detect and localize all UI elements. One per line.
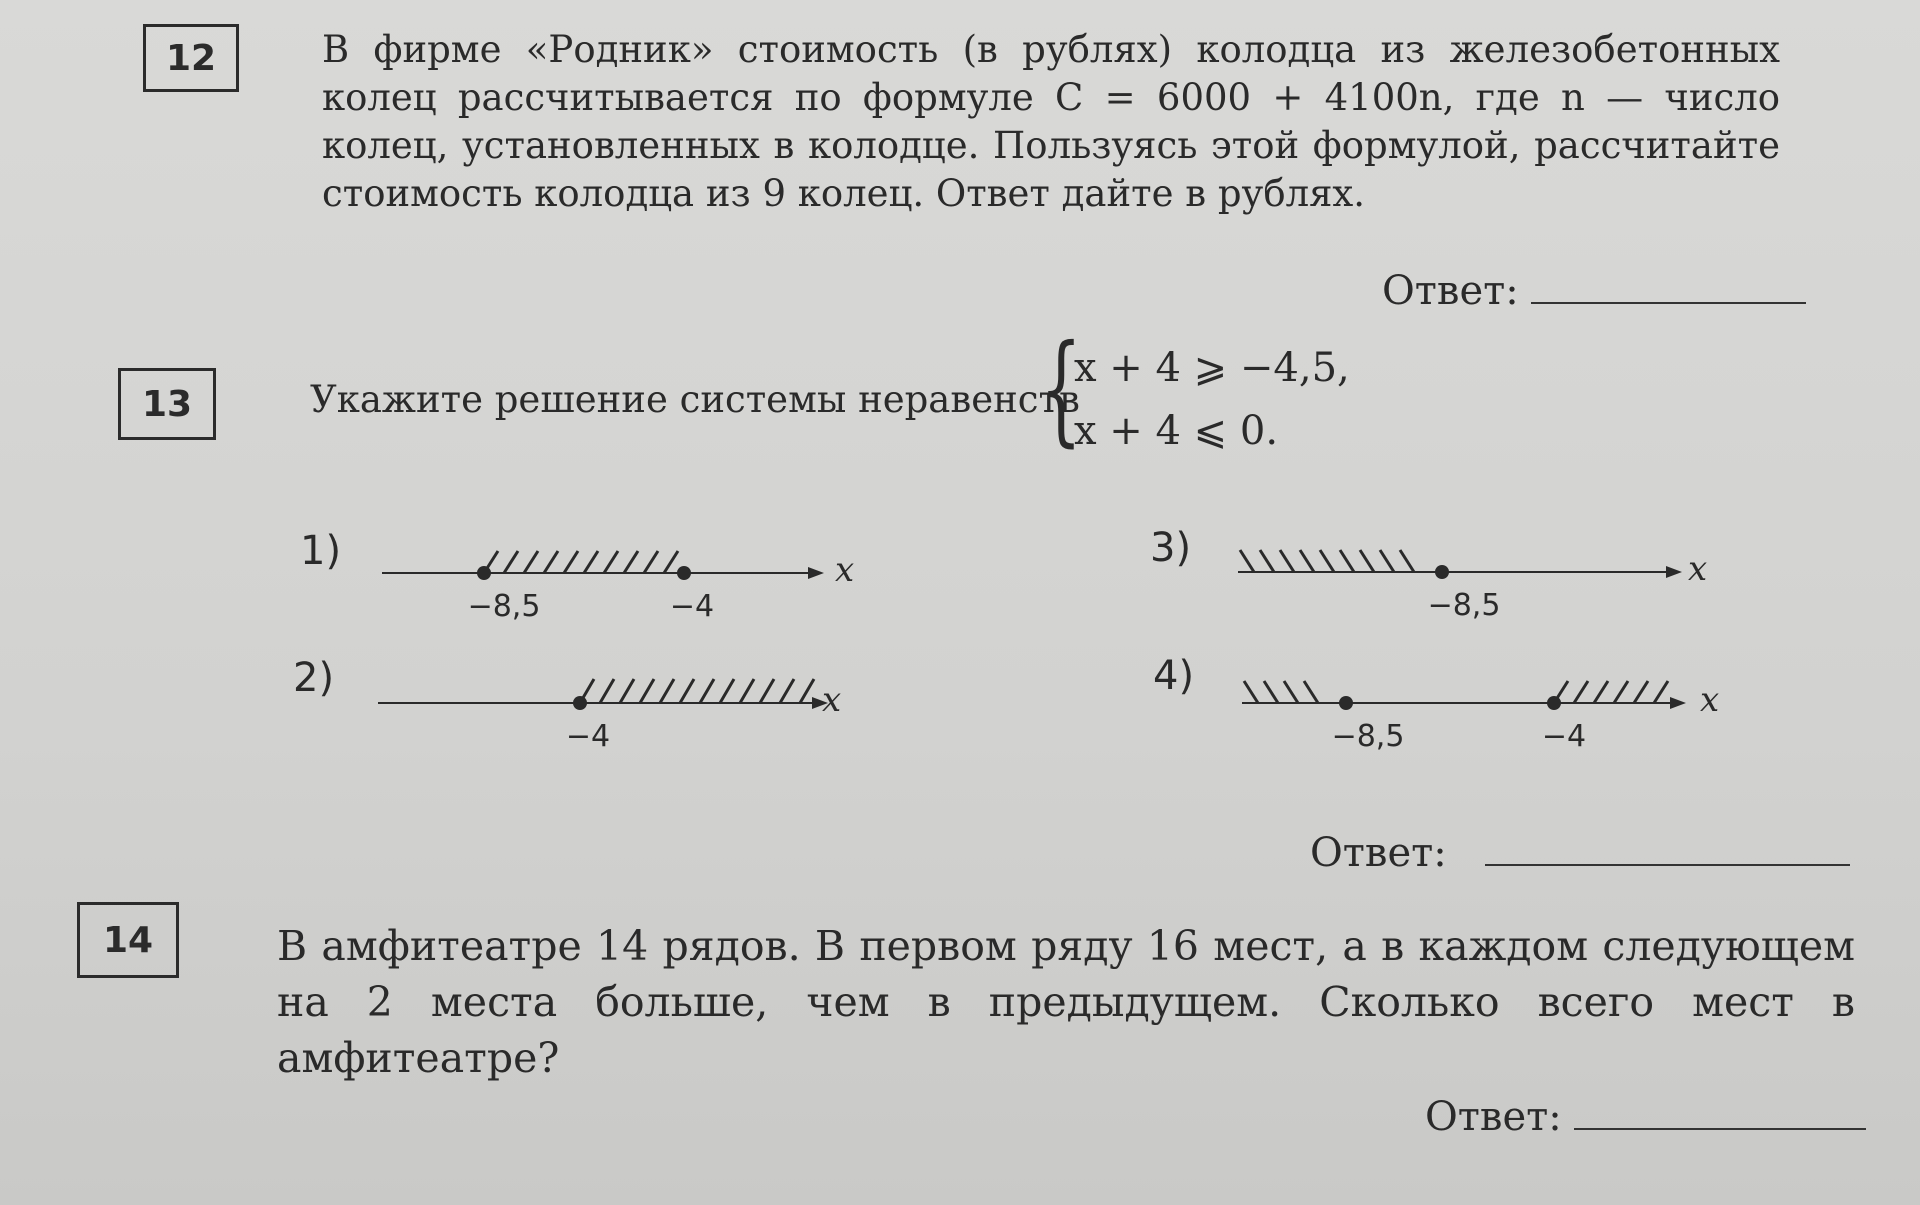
question-12-answer [1382, 268, 1806, 314]
point-minus-8-5 [1435, 565, 1449, 579]
axis-variable: x [1688, 549, 1708, 589]
option-4-number-line[interactable] [1240, 655, 1720, 755]
question-14-number: 14 [102, 919, 154, 961]
hatching-left [1244, 681, 1318, 703]
tick-label-minus-4: −4 [565, 719, 611, 754]
axis-variable: x [822, 680, 842, 720]
answer-label: Ответ: [1310, 830, 1447, 876]
answer-line[interactable] [1574, 1128, 1866, 1130]
option-1-number: 1) [300, 528, 342, 574]
question-13-prompt: Укажите решение системы неравенств [310, 378, 1080, 421]
tick-label-minus-4: −4 [669, 589, 715, 624]
axis-variable: x [1700, 680, 1720, 720]
answer-label: Ответ: [1425, 1094, 1562, 1140]
option-2-number: 2) [293, 655, 335, 701]
axis-arrow [808, 567, 824, 579]
question-14-text: В амфитеатре 14 рядов. В первом ряду 16 мест, а в каждом следующем на 2 места больше, чем в предыдущем. Сколько всего мест в амфитеатре? [277, 922, 1855, 1082]
answer-line[interactable] [1531, 302, 1806, 304]
inequality-1: x + 4 ⩾ −4,5, [1074, 345, 1350, 391]
point-minus-4 [677, 566, 691, 580]
option-2-number-line[interactable] [376, 655, 856, 755]
axis-arrow [1666, 566, 1682, 578]
inequality-2: x + 4 ⩽ 0. [1074, 408, 1279, 454]
point-minus-4 [573, 696, 587, 710]
tick-label-minus-8-5: −8,5 [1331, 719, 1405, 754]
question-12-number: 12 [165, 37, 217, 79]
question-13-number: 13 [141, 383, 193, 425]
answer-label: Ответ: [1382, 268, 1519, 314]
point-minus-8-5 [1339, 696, 1353, 710]
point-minus-8-5 [477, 566, 491, 580]
option-1-number-line[interactable] [380, 525, 860, 625]
hatching [580, 679, 814, 703]
tick-label-minus-8-5: −8,5 [1427, 588, 1501, 623]
axis-variable: x [835, 550, 855, 590]
question-12-number-box [143, 24, 239, 92]
hatching-right [1554, 681, 1668, 703]
question-14-number-box [77, 902, 179, 978]
answer-line[interactable] [1485, 864, 1850, 866]
tick-label-minus-8-5: −8,5 [467, 589, 541, 624]
point-minus-4 [1547, 696, 1561, 710]
hatching [1240, 550, 1414, 572]
question-13-number-box [118, 368, 216, 440]
option-3-number-line[interactable] [1236, 524, 1716, 624]
system-brace: { [1040, 320, 1082, 459]
axis-arrow [1670, 697, 1686, 709]
option-4-number: 4) [1153, 653, 1195, 699]
option-3-number: 3) [1150, 525, 1192, 571]
question-13-answer [1310, 830, 1850, 876]
question-14-answer [1425, 1094, 1866, 1140]
tick-label-minus-4: −4 [1541, 719, 1587, 754]
question-12-text: В фирме «Родник» стоимость (в рублях) колодца из железобетонных колец рассчитывается по формуле C = 6000 + 4100n, где n — число колец, установленных в колодце. Пользуясь этой формулой, рассчитайте стоимость колодца из 9 колец. Ответ дайте в рублях. [322, 28, 1780, 215]
hatching [484, 551, 678, 573]
